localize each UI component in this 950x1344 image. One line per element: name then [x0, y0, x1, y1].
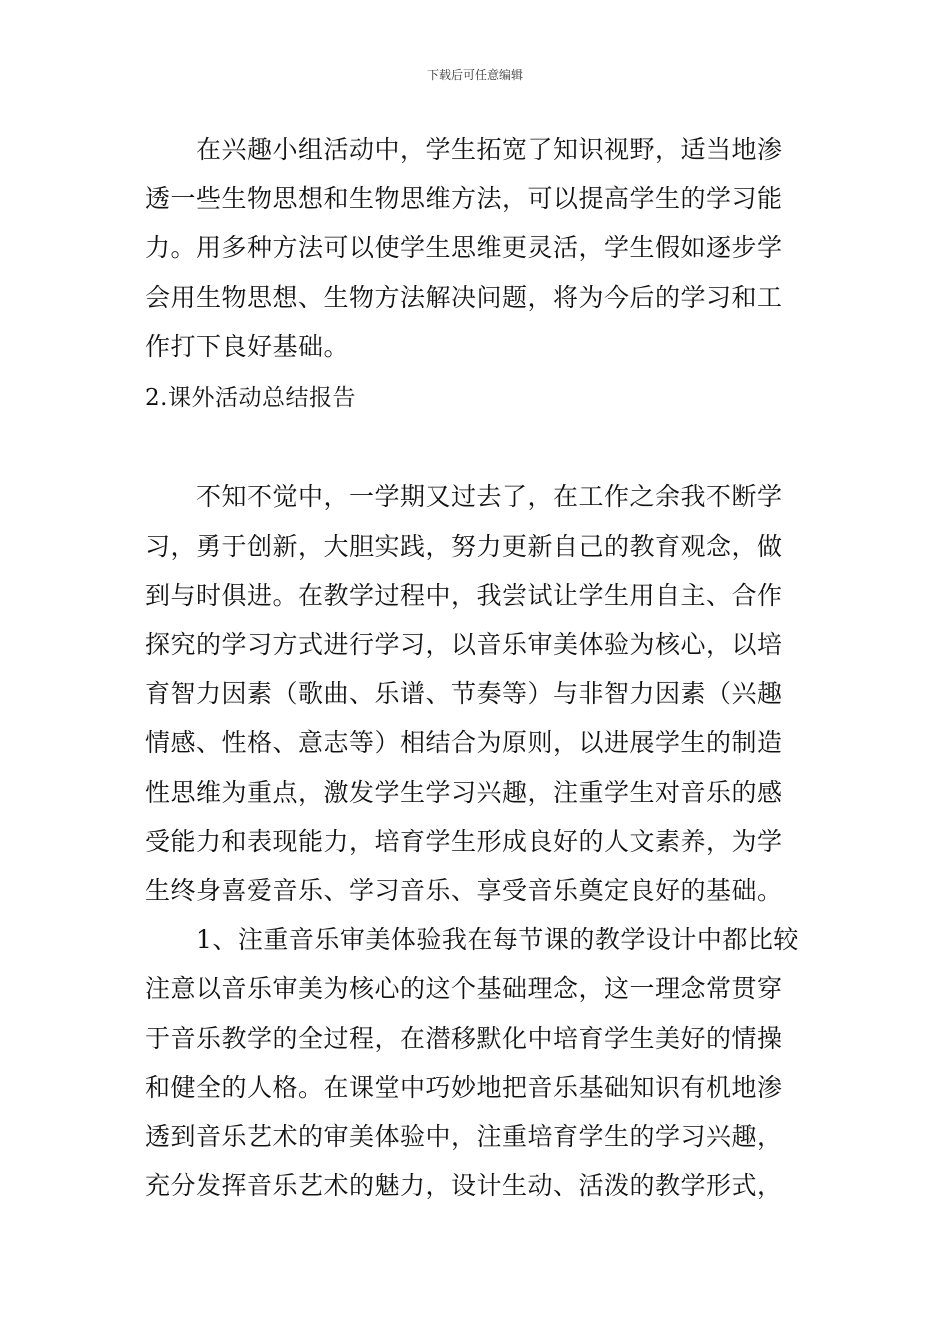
paragraph-line: 在兴趣小组活动中，学生拓宽了知识视野，适当地渗	[145, 135, 783, 164]
paragraph-line: 和健全的人格。在课堂中巧妙地把音乐基础知识有机地渗	[145, 1073, 783, 1102]
paragraph-line: 习，勇于创新，大胆实践，努力更新自己的教育观念，做	[145, 532, 783, 561]
paragraph-line: 生终身喜爱音乐、学习音乐、享受音乐奠定良好的基础。	[145, 876, 783, 905]
paragraph-line: 注意以音乐审美为核心的这个基础理念，这一理念常贯穿	[145, 974, 783, 1003]
paragraph-line: 透一些生物思想和生物思维方法，可以提高学生的学习能	[145, 184, 783, 213]
paragraph-line: 充分发挥音乐艺术的魅力，设计生动、活泼的教学形式，	[145, 1171, 783, 1200]
paragraph-line: 1、注重音乐审美体验我在每节课的教学设计中都比较	[145, 925, 799, 954]
paragraph-line: 于音乐教学的全过程，在潜移默化中培育学生美好的情操	[145, 1024, 783, 1053]
paragraph-line: 情感、性格、意志等）相结合为原则，以进展学生的制造	[145, 728, 783, 757]
paragraph-line: 到与时俱进。在教学过程中，我尝试让学生用自主、合作	[145, 581, 783, 610]
header-note: 下载后可任意编辑	[426, 68, 523, 82]
paragraph-line: 会用生物思想、生物方法解决问题，将为今后的学习和工	[145, 283, 783, 312]
paragraph-line: 性思维为重点，激发学生学习兴趣，注重学生对音乐的感	[145, 778, 783, 807]
paragraph-line: 作打下良好基础。	[145, 332, 350, 361]
paragraph-line: 育智力因素（歌曲、乐谱、节奏等）与非智力因素（兴趣	[145, 679, 783, 708]
paragraph-line: 透到音乐艺术的审美体验中，注重培育学生的学习兴趣，	[145, 1122, 783, 1151]
paragraph-line: 探究的学习方式进行学习，以音乐审美体验为核心，以培	[145, 630, 783, 659]
paragraph-line: 力。用多种方法可以使学生思维更灵活，学生假如逐步学	[145, 233, 783, 262]
paragraph-line: 不知不觉中，一学期又过去了，在工作之余我不断学	[145, 482, 783, 511]
paragraph-line: 受能力和表现能力，培育学生形成良好的人文素养，为学	[145, 827, 783, 856]
section-heading: 2.课外活动总结报告	[145, 385, 356, 411]
